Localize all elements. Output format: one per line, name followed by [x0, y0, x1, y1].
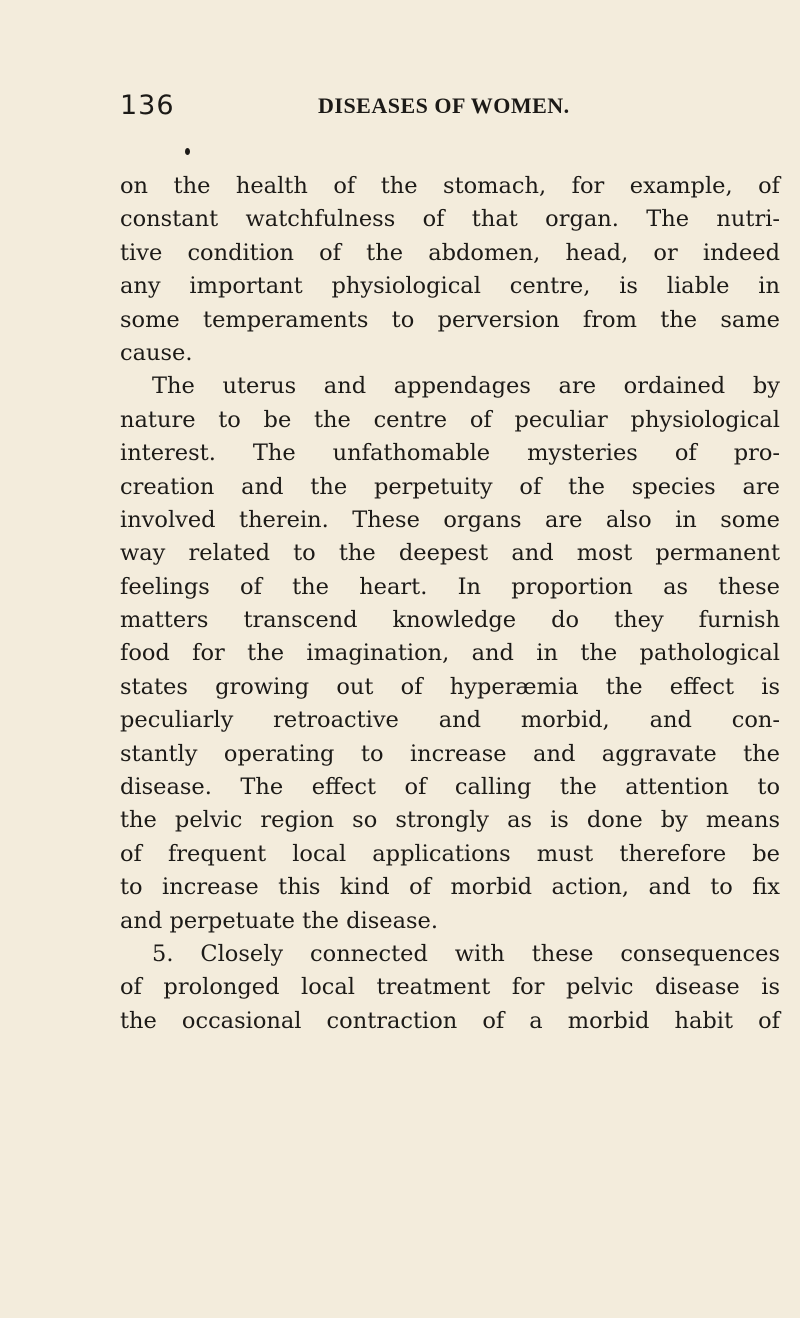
text-line: to increase this kind of morbid action, and to fix	[120, 874, 780, 901]
text-line: of prolonged local treatment for pelvic disease is	[120, 974, 780, 1001]
text-line: creation and the perpetuity of the species are	[120, 473, 780, 500]
text-line: some temperaments to perversion from the same	[120, 306, 780, 333]
text-line: matters transcend knowledge do they furnish	[120, 607, 780, 634]
ink-speck	[185, 148, 190, 155]
page-number: 136	[120, 90, 175, 121]
running-title: DISEASES OF WOMEN.	[318, 93, 570, 118]
text-line: states growing out of hyperæmia the effect is	[120, 673, 780, 700]
text-line: way related to the deepest and most permanent	[120, 540, 780, 567]
text-line: food for the imagination, and in the pathological	[120, 640, 780, 667]
text-line: any important physiological centre, is liable in	[120, 273, 780, 300]
text-line: interest. The unfathomable mysteries of pro-	[120, 440, 780, 467]
text-line: tive condition of the abdomen, head, or indeed	[120, 239, 780, 266]
text-line: disease. The effect of calling the attention to	[120, 774, 780, 801]
text-line: feelings of the heart. In proportion as these	[120, 573, 780, 600]
text-line: nature to be the centre of peculiar physiological	[120, 406, 780, 433]
text-line: the pelvic region so strongly as is done by means	[120, 807, 780, 834]
text-line: of frequent local applications must therefore be	[120, 840, 780, 867]
running-head	[120, 90, 780, 130]
paragraph-start-line: The uterus and appendages are ordained by	[152, 373, 780, 400]
text-line: on the health of the stomach, for example, of	[120, 173, 780, 199]
text-line: peculiarly retroactive and morbid, and con-	[120, 707, 780, 734]
text-line: and perpetuate the disease.	[120, 907, 438, 934]
text-line: stantly operating to increase and aggravate the	[120, 740, 780, 767]
paragraph-start-line: 5. Closely connected with these consequences	[152, 940, 780, 967]
text-line: constant watchfulness of that organ. The nutri-	[120, 206, 780, 233]
body-text	[120, 170, 780, 1038]
text-line: cause.	[120, 339, 193, 366]
text-line: the occasional contraction of a morbid habit of	[120, 1007, 780, 1034]
text-line: involved therein. These organs are also in some	[120, 506, 780, 533]
